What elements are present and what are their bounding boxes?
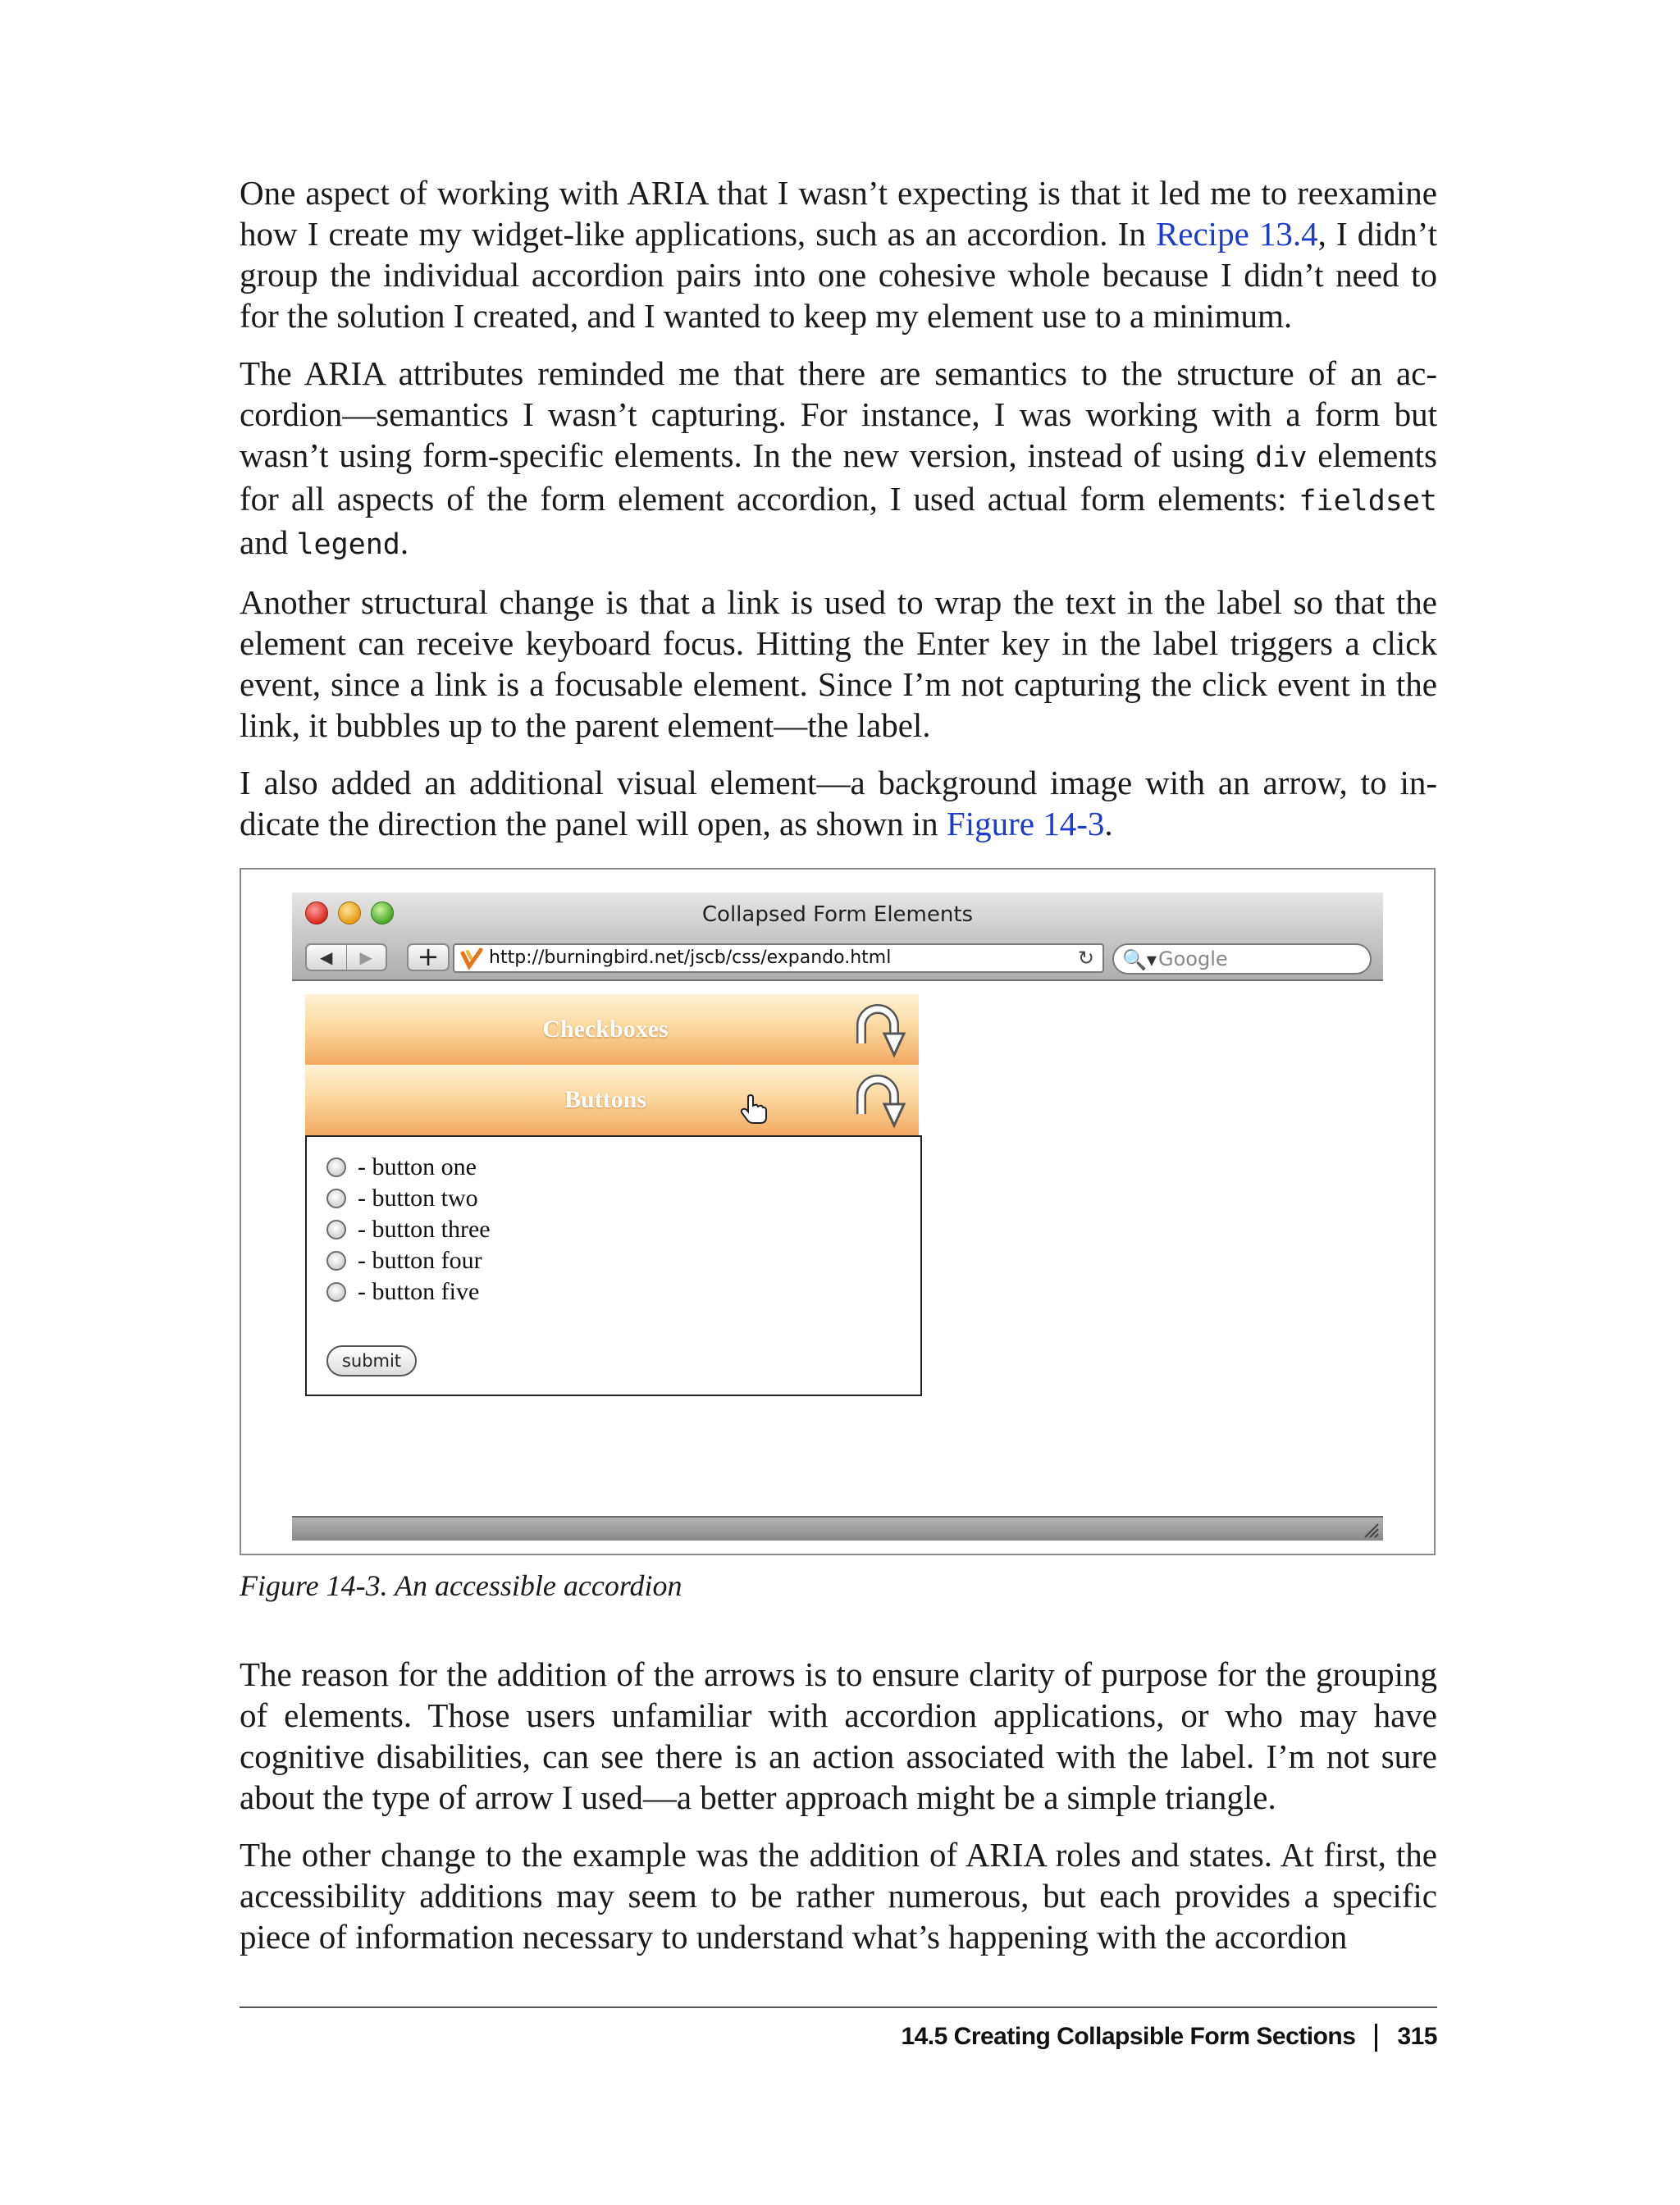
radio-option[interactable] <box>326 1214 491 1245</box>
back-button[interactable]: ◀ <box>320 947 333 967</box>
body-text-bottom <box>240 1654 1437 1974</box>
radio-option[interactable] <box>326 1245 482 1276</box>
forward-button[interactable]: ▶ <box>346 945 386 970</box>
radio-label: - button two <box>358 1185 478 1212</box>
nav-buttons <box>305 943 387 971</box>
accordion-label-text: Checkboxes <box>542 1016 669 1043</box>
paragraph-5: The reason for the addition of the arrows is to ensure clarity of purpose for the grouping of elements. Those users unfamiliar with accordion applications, or who may have cognitive disabilities, can see there is an action associated with the label. I’m not sure about the type of arrow I used—a better approach might be a simple triangle. <box>240 1655 1437 1816</box>
radio-option[interactable] <box>326 1276 479 1308</box>
paragraph-2 <box>240 353 1437 565</box>
reload-icon[interactable]: ↻ <box>1077 947 1094 970</box>
address-bar[interactable] <box>453 943 1104 973</box>
window-title: Collapsed Form Elements <box>701 902 974 927</box>
favicon-icon <box>459 947 484 971</box>
code-div: div <box>1255 441 1308 474</box>
text-run: I also added an additional visual element—a background image with an arrow, to in-dicate the direction the panel will open, as shown in <box>240 764 1437 842</box>
radio-button[interactable] <box>326 1282 346 1302</box>
figure-frame <box>240 868 1436 1555</box>
browser-window <box>292 892 1383 1541</box>
footer-separator <box>1375 2024 1377 2052</box>
accordion-label-buttons[interactable] <box>305 1065 919 1136</box>
search-field[interactable] <box>1112 943 1372 975</box>
accordion-panel <box>305 1135 922 1396</box>
code-legend: legend <box>296 528 400 561</box>
radio-label: - button four <box>358 1247 482 1274</box>
window-titlebar <box>292 892 1383 938</box>
paragraph-6: The other change to the example was the addition of ARIA roles and states. At first, the accessibility additions may seem to be rather numerous, but each provides a specific piece of information necessary to understand what’s happening with the accordion <box>240 1836 1437 1956</box>
page-number: 315 <box>1397 2023 1437 2050</box>
paragraph-4 <box>240 762 1437 844</box>
accordion-label-checkboxes[interactable] <box>305 994 919 1066</box>
code-fieldset: fieldset <box>1299 485 1437 518</box>
recipe-link[interactable]: Recipe 13.4 <box>1155 215 1318 253</box>
figure-link[interactable]: Figure 14-3 <box>946 805 1105 842</box>
radio-option[interactable] <box>326 1152 477 1183</box>
radio-option[interactable] <box>326 1183 478 1214</box>
submit-button[interactable]: submit <box>326 1345 417 1376</box>
paragraph-3: Another structural change is that a link is used to wrap the text in the label so that the element can receive keyboard focus. Hitting the Enter key in the label triggers a click event, since a link is a focusable element. Since I’m not capturing the click event in the link, it bubbles up to the parent element—the label. <box>240 583 1437 744</box>
text-run: . <box>1104 805 1113 842</box>
text-run: , I didn’t group the individual accordion pairs into one cohesive whole because I didn’t need to for the solution I created, and I wanted to keep my element use to a minimum. <box>240 215 1437 335</box>
radio-label: - button five <box>358 1278 480 1305</box>
radio-button[interactable] <box>326 1220 346 1239</box>
body-text-top <box>240 172 1437 861</box>
accordion-label-text: Buttons <box>564 1086 647 1113</box>
paragraph-1 <box>240 172 1437 336</box>
text-run: . <box>399 523 409 561</box>
add-bookmark-button[interactable]: + <box>407 943 450 971</box>
text-run: One aspect of working with ARIA that I wasn’t expecting is that it led me to reexamine how I create my widget-like applications, such as an accordion. In <box>240 174 1437 253</box>
text-run: The ARIA attributes reminded me that there are semantics to the structure of an ac-cordion—semantics I wasn’t capturing. For instance, I was working with a form but wasn’t using form-specific elements. In the new version, instead of using <box>240 354 1437 474</box>
curved-arrow-icon <box>850 1001 909 1060</box>
search-placeholder: Google <box>1158 947 1228 970</box>
footer-rule <box>240 2006 1437 2008</box>
page-footer <box>901 2016 1437 2057</box>
pointer-hand-icon <box>738 1093 768 1125</box>
status-bar <box>292 1516 1383 1541</box>
browser-toolbar <box>292 937 1383 981</box>
radio-button[interactable] <box>326 1189 346 1208</box>
curved-arrow-icon <box>850 1071 909 1130</box>
figure-caption: Figure 14-3. An accessible accordion <box>240 1569 682 1602</box>
footer-section-title: 14.5 Creating Collapsible Form Sections <box>901 2023 1356 2050</box>
search-icon[interactable]: 🔍▾ <box>1122 948 1157 971</box>
radio-button[interactable] <box>326 1251 346 1271</box>
radio-button[interactable] <box>326 1157 346 1177</box>
url-text: http://burningbird.net/jscb/css/expando.html <box>489 947 892 968</box>
resize-grip-icon[interactable] <box>1362 1521 1380 1539</box>
radio-label: - button one <box>358 1153 477 1180</box>
radio-label: - button three <box>358 1216 491 1243</box>
text-run: elements for all aspects of the form element accordion, I used actual form elements: <box>240 436 1437 518</box>
text-run: and <box>240 523 297 561</box>
